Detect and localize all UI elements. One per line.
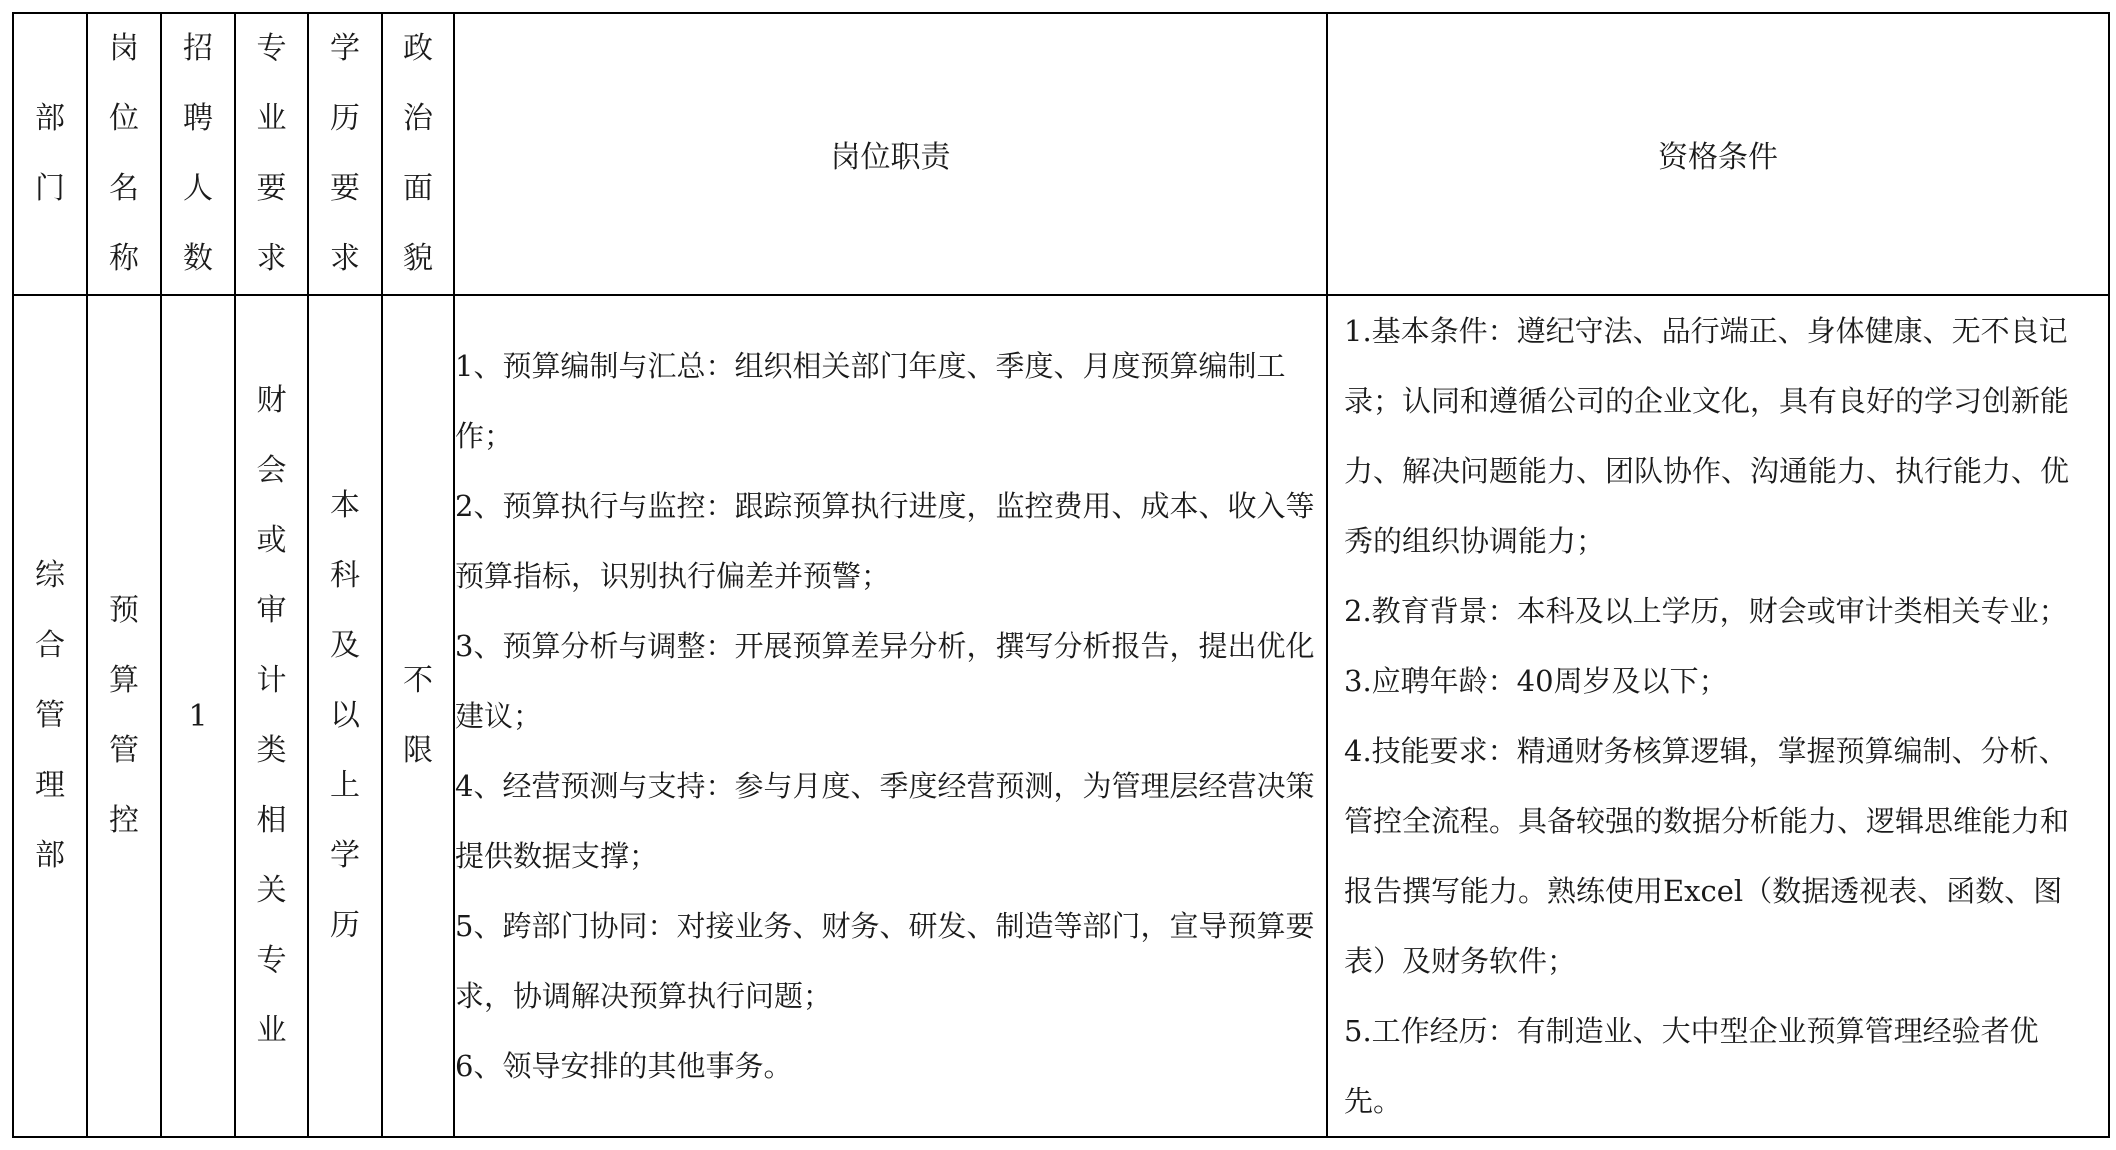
duty-item: 5、跨部门协同：对接业务、财务、研发、制造等部门，宣导预算要求，协调解决预算执行问题； <box>455 909 1315 1013</box>
cell-education: 本科及以上学历 <box>308 295 382 1137</box>
qualification-item: 2.教育背景：本科及以上学历，财会或审计类相关专业； <box>1344 594 2068 628</box>
header-education: 学历要求 <box>308 13 382 295</box>
duty-item: 1、预算编制与汇总：组织相关部门年度、季度、月度预算编制工作； <box>455 349 1286 453</box>
header-department: 部门 <box>13 13 87 295</box>
qualification-item: 3.应聘年龄：40周岁及以下； <box>1344 664 1728 698</box>
header-row <box>13 13 2109 295</box>
duty-item: 3、预算分析与调整：开展预算差异分析，撰写分析报告，提出优化建议； <box>455 629 1315 733</box>
cell-headcount: 1 <box>161 295 235 1137</box>
cell-political-status: 不限 <box>382 295 454 1137</box>
qualification-item: 1.基本条件：遵纪守法、品行端正、身体健康、无不良记录；认同和遵循公司的企业文化，具有良好的学习创新能力、解决问题能力、团队协作、沟通能力、执行能力、优秀的组织协调能力； <box>1344 314 2070 558</box>
header-duties: 岗位职责 <box>454 13 1327 295</box>
cell-position-name: 预算管控 <box>87 295 161 1137</box>
cell-department: 综合管理部 <box>13 295 87 1137</box>
duty-item: 6、领导安排的其他事务。 <box>455 1049 793 1083</box>
qualification-item: 4.技能要求：精通财务核算逻辑，掌握预算编制、分析、管控全流程。具备较强的数据分析能力、逻辑思维能力和报告撰写能力。熟练使用Excel（数据透视表、函数、图表）及财务软件； <box>1344 734 2070 978</box>
header-political-status: 政治面貌 <box>382 13 454 295</box>
header-position-name: 岗位名称 <box>87 13 161 295</box>
duty-item: 2、预算执行与监控：跟踪预算执行进度，监控费用、成本、收入等预算指标，识别执行偏差并预警； <box>455 489 1315 593</box>
table-row <box>13 295 2109 1137</box>
cell-major: 财会或审计类相关专业 <box>235 295 308 1137</box>
qualification-item: 5.工作经历：有制造业、大中型企业预算管理经验者优先。 <box>1344 1014 2039 1118</box>
cell-qualifications <box>1327 295 2109 1137</box>
header-qualifications: 资格条件 <box>1327 13 2109 295</box>
header-major: 专业要求 <box>235 13 308 295</box>
duty-item: 4、经营预测与支持：参与月度、季度经营预测，为管理层经营决策提供数据支撑； <box>455 769 1315 873</box>
recruitment-table <box>12 12 2110 1138</box>
cell-duties <box>454 295 1327 1137</box>
header-headcount: 招聘人数 <box>161 13 235 295</box>
